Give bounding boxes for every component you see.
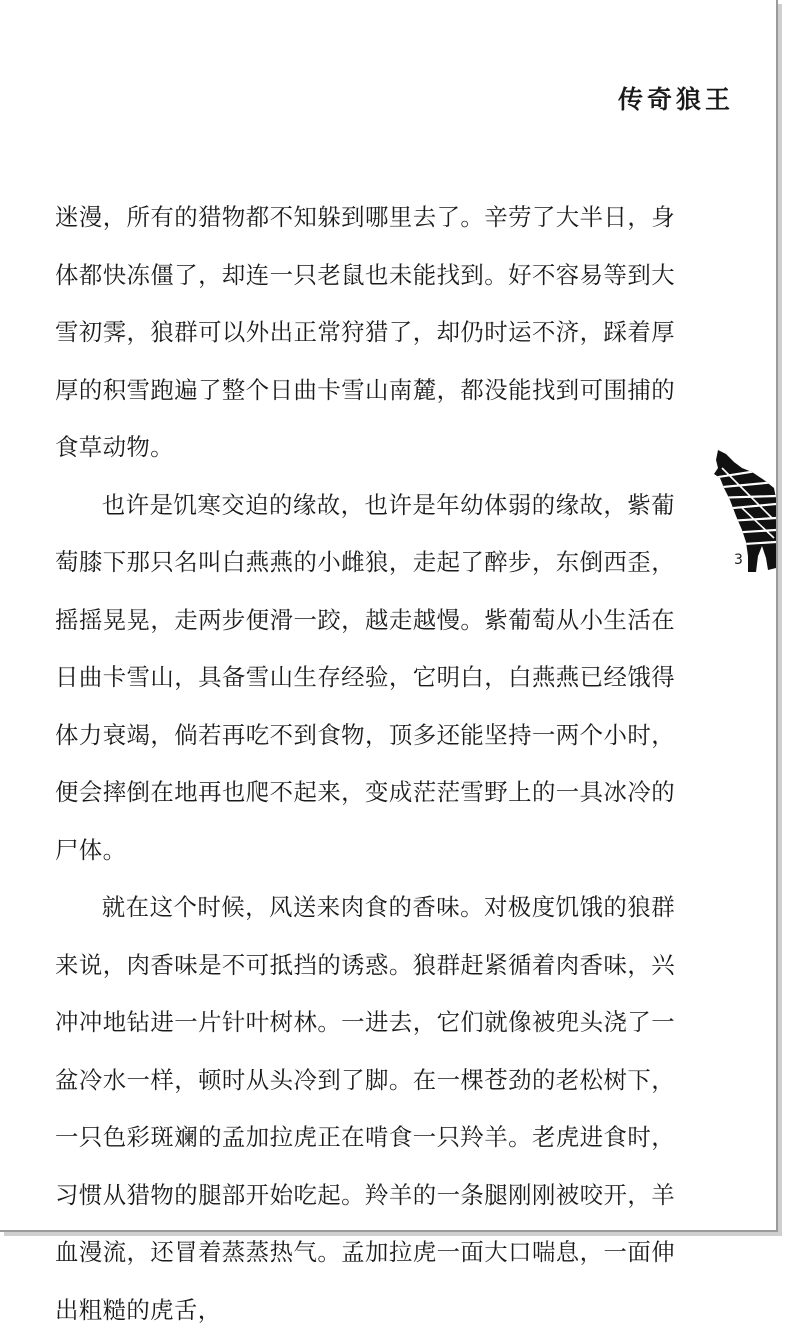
paragraph-2: 也许是饥寒交迫的缘故，也许是年幼体弱的缘故，紫葡萄膝下那只名叫白燕燕的小雌狼，走起了醉步，东倒西歪，摇摇晃晃，走两步便滑一跤，越走越慢。紫葡萄从小生活在日曲卡雪山，具备雪山生存经验，它明白，白燕燕已经饿得体力衰竭，倘若再吃不到食物，顶多还能坚持一两个小时，便会摔倒在地再也爬不起来，变成茫茫雪野上的一具冰冷的尸体。: [55, 490, 675, 864]
page-number: 3: [734, 552, 743, 568]
running-head-title: 传奇狼王: [617, 85, 734, 114]
body-text: [55, 189, 675, 1339]
paragraph-3: 就在这个时候，风送来肉食的香味。对极度饥饿的狼群来说，肉香味是不可抵挡的诱惑。狼群赶紧循着肉香味，兴冲冲地钻进一片针叶树林。一进去，它们就像被兜头浇了一盆冷水一样，顿时从头冷到了脚。在一棵苍劲的老松树下，一只色彩斑斓的孟加拉虎正在啃食一只羚羊。老虎进食时，习惯从猎物的腿部开始吃起。羚羊的一条腿刚刚被咬开，羊血漫流，还冒着蒸蒸热气。孟加拉虎一面大口喘息，一面伸出粗糙的虎舌，: [55, 893, 675, 1324]
howling-wolf-icon: [712, 438, 776, 578]
paragraph-1: 迷漫，所有的猎物都不知躲到哪里去了。辛劳了大半日，身体都快冻僵了，却连一只老鼠也未能找到。好不容易等到大雪初霁，狼群可以外出正常狩猎了，却仍时运不济，踩着厚厚的积雪跑遍了整个日曲卡雪山南麓，都没能找到可围捕的食草动物。: [55, 203, 675, 461]
